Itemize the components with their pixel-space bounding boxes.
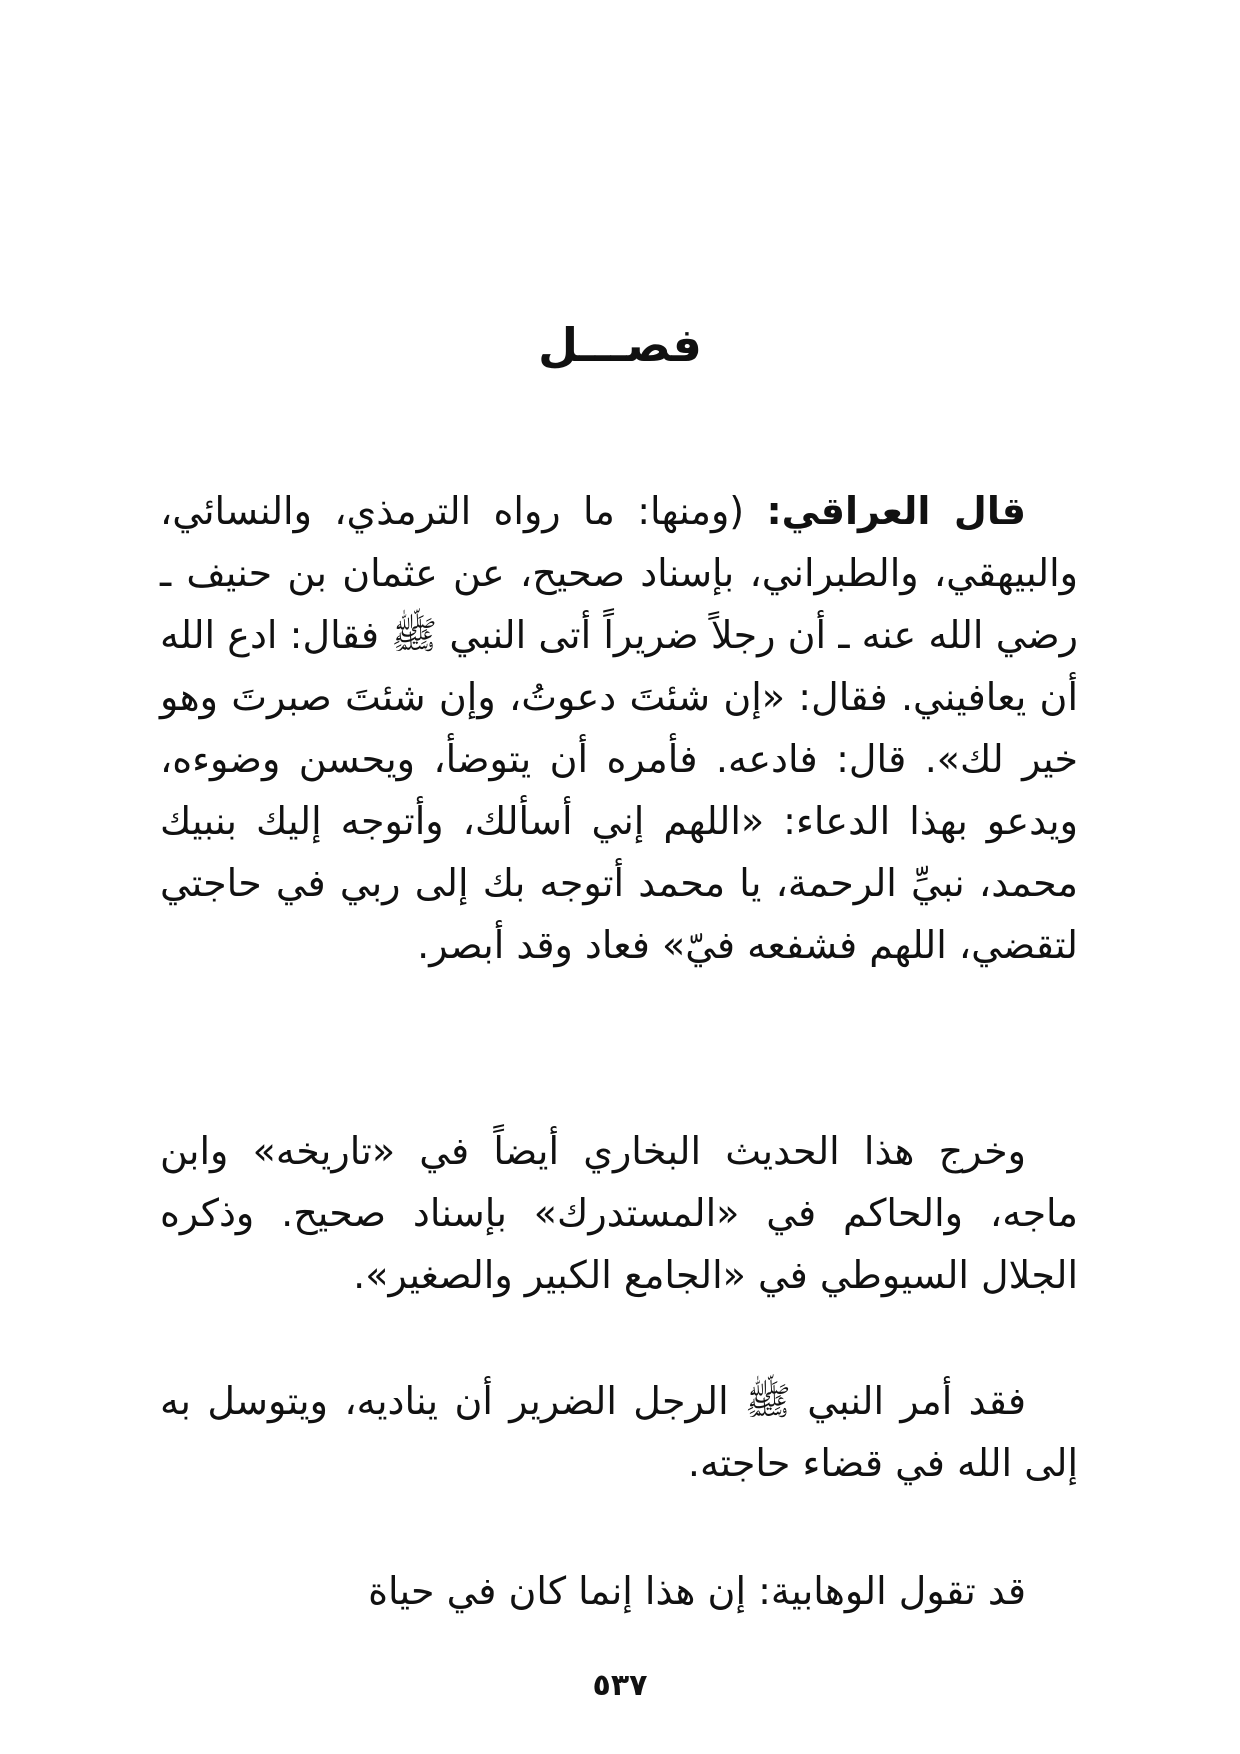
page-number: ٥٣٧ [592, 1668, 648, 1703]
paragraph-1 [160, 480, 1078, 976]
section-heading: فصـــل [538, 318, 702, 372]
paragraph-4-text: قد تقول الوهابية: إن هذا إنما كان في حياة [368, 1569, 1026, 1613]
paragraph-2 [160, 1120, 1078, 1306]
paragraph-3-text: فقد أمر النبي ﷺ الرجل الضرير أن يناديه، ويتوسل به إلى الله في قضاء حاجته. [160, 1379, 1078, 1485]
paragraph-4 [160, 1560, 1078, 1622]
paragraph-3 [160, 1370, 1078, 1494]
speaker-label: قال العراقي: [766, 489, 1026, 533]
paragraph-2-text: وخرج هذا الحديث البخاري أيضاً في «تاريخه» وابن ماجه، والحاكم في «المستدرك» بإسناد صحيح. وذكره الجلال السيوطي في «الجامع الكبير والصغير». [160, 1129, 1078, 1297]
paragraph-1-text [160, 480, 1078, 976]
paragraph-1-body: (ومنها: ما رواه الترمذي، والنسائي، والبيهقي، والطبراني، بإسناد صحيح، عن عثمان بن حنيف ـ رضي الله عنه ـ أن رجلاً ضريراً أتى النبي ﷺ فقال: ادع الله أن يعافيني. فقال: «إن شئتَ دعوتُ، وإن شئتَ صبرتَ وهو خير لك». قال: فادعه. فأمره أن يتوضأ، ويحسن وضوءه، ويدعو بهذا الدعاء: «اللهم إني أسألك، وأتوجه إليك بنبيك محمد، نبيِّ الرحمة، يا محمد أتوجه بك إلى ربي في حاجتي لتقضي، اللهم فشفعه فيّ» فعاد وقد أبصر. [160, 489, 1078, 967]
